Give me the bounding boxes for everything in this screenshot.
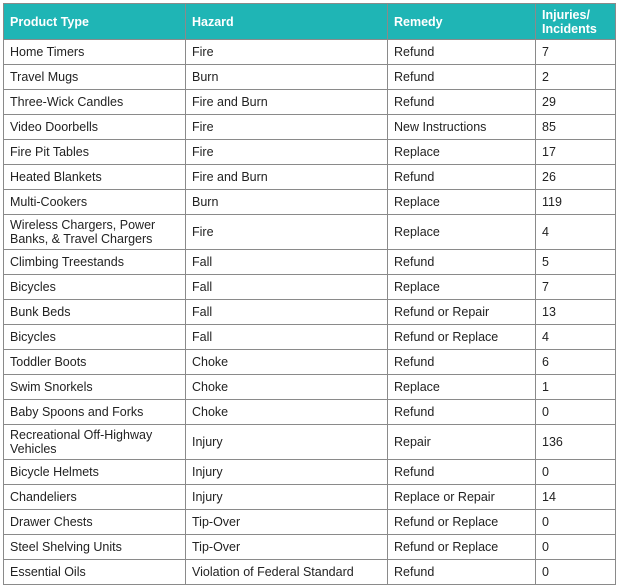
product-type-cell: Drawer Chests <box>4 510 186 535</box>
remedy-cell: Refund <box>388 165 536 190</box>
product-type-cell: Travel Mugs <box>4 65 186 90</box>
table-row <box>4 90 616 115</box>
injuries-cell: 119 <box>536 190 616 215</box>
product-type-cell: Toddler Boots <box>4 350 186 375</box>
hazard-cell: Tip-Over <box>186 535 388 560</box>
hazard-cell: Violation of Federal Standard <box>186 560 388 585</box>
injuries-cell: 7 <box>536 40 616 65</box>
hazard-cell: Burn <box>186 65 388 90</box>
hazard-cell: Fire and Burn <box>186 165 388 190</box>
product-type-cell: Climbing Treestands <box>4 250 186 275</box>
table-row <box>4 65 616 90</box>
injuries-cell: 26 <box>536 165 616 190</box>
hazard-cell: Tip-Over <box>186 510 388 535</box>
table-row <box>4 425 616 460</box>
table-row <box>4 510 616 535</box>
product-type-cell: Baby Spoons and Forks <box>4 400 186 425</box>
remedy-cell: New Instructions <box>388 115 536 140</box>
hazard-cell: Fall <box>186 250 388 275</box>
hazard-cell: Burn <box>186 190 388 215</box>
product-type-cell: Steel Shelving Units <box>4 535 186 560</box>
injuries-cell: 0 <box>536 400 616 425</box>
table-row <box>4 350 616 375</box>
injuries-cell: 1 <box>536 375 616 400</box>
hazard-cell: Choke <box>186 400 388 425</box>
remedy-cell: Refund <box>388 65 536 90</box>
injuries-cell: 7 <box>536 275 616 300</box>
remedy-cell: Refund <box>388 560 536 585</box>
injuries-cell: 85 <box>536 115 616 140</box>
product-type-cell: Three-Wick Candles <box>4 90 186 115</box>
hazard-cell: Fire and Burn <box>186 90 388 115</box>
table-row <box>4 40 616 65</box>
table-row <box>4 325 616 350</box>
header-product-type: Product Type <box>4 4 186 40</box>
table-row <box>4 115 616 140</box>
injuries-cell: 6 <box>536 350 616 375</box>
hazard-cell: Fire <box>186 215 388 250</box>
table-row <box>4 275 616 300</box>
injuries-cell: 0 <box>536 510 616 535</box>
product-type-cell: Bicycles <box>4 325 186 350</box>
table-row <box>4 165 616 190</box>
table-row <box>4 250 616 275</box>
hazard-cell: Injury <box>186 485 388 510</box>
table-row <box>4 460 616 485</box>
table-row <box>4 485 616 510</box>
injuries-cell: 0 <box>536 560 616 585</box>
remedy-cell: Refund <box>388 90 536 115</box>
remedy-cell: Refund <box>388 460 536 485</box>
product-type-cell: Heated Blankets <box>4 165 186 190</box>
hazard-cell: Fall <box>186 325 388 350</box>
product-type-cell: Bicycle Helmets <box>4 460 186 485</box>
hazard-cell: Injury <box>186 425 388 460</box>
table-row <box>4 190 616 215</box>
injuries-cell: 13 <box>536 300 616 325</box>
table-row <box>4 375 616 400</box>
header-remedy: Remedy <box>388 4 536 40</box>
hazard-cell: Fire <box>186 40 388 65</box>
product-type-cell: Chandeliers <box>4 485 186 510</box>
product-type-cell: Video Doorbells <box>4 115 186 140</box>
injuries-cell: 4 <box>536 325 616 350</box>
remedy-cell: Refund <box>388 250 536 275</box>
product-type-cell: Essential Oils <box>4 560 186 585</box>
header-injuries: Injuries/ Incidents <box>536 4 616 40</box>
remedy-cell: Refund or Replace <box>388 535 536 560</box>
injuries-cell: 14 <box>536 485 616 510</box>
table-row <box>4 560 616 585</box>
injuries-cell: 0 <box>536 460 616 485</box>
injuries-cell: 29 <box>536 90 616 115</box>
injuries-cell: 4 <box>536 215 616 250</box>
table-row <box>4 535 616 560</box>
remedy-cell: Refund or Repair <box>388 300 536 325</box>
hazard-cell: Choke <box>186 350 388 375</box>
remedy-cell: Replace or Repair <box>388 485 536 510</box>
header-row <box>4 4 616 40</box>
remedy-cell: Refund <box>388 40 536 65</box>
header-hazard: Hazard <box>186 4 388 40</box>
remedy-cell: Refund <box>388 400 536 425</box>
injuries-cell: 5 <box>536 250 616 275</box>
product-type-cell: Fire Pit Tables <box>4 140 186 165</box>
remedy-cell: Repair <box>388 425 536 460</box>
remedy-cell: Refund <box>388 350 536 375</box>
injuries-cell: 136 <box>536 425 616 460</box>
table-row <box>4 300 616 325</box>
remedy-cell: Replace <box>388 190 536 215</box>
product-type-cell: Wireless Chargers, Power Banks, & Travel Chargers <box>4 215 186 250</box>
remedy-cell: Refund or Replace <box>388 510 536 535</box>
injuries-cell: 2 <box>536 65 616 90</box>
hazard-cell: Fire <box>186 140 388 165</box>
hazard-cell: Fall <box>186 300 388 325</box>
remedy-cell: Refund or Replace <box>388 325 536 350</box>
product-type-cell: Recreational Off-Highway Vehicles <box>4 425 186 460</box>
remedy-cell: Replace <box>388 375 536 400</box>
product-type-cell: Multi-Cookers <box>4 190 186 215</box>
table-row <box>4 215 616 250</box>
hazard-cell: Choke <box>186 375 388 400</box>
table-row <box>4 140 616 165</box>
injuries-cell: 17 <box>536 140 616 165</box>
table-row <box>4 400 616 425</box>
hazard-cell: Injury <box>186 460 388 485</box>
product-type-cell: Swim Snorkels <box>4 375 186 400</box>
remedy-cell: Replace <box>388 215 536 250</box>
hazard-cell: Fire <box>186 115 388 140</box>
hazard-cell: Fall <box>186 275 388 300</box>
recall-table <box>3 3 616 585</box>
remedy-cell: Replace <box>388 140 536 165</box>
product-type-cell: Bicycles <box>4 275 186 300</box>
product-type-cell: Bunk Beds <box>4 300 186 325</box>
injuries-cell: 0 <box>536 535 616 560</box>
product-type-cell: Home Timers <box>4 40 186 65</box>
remedy-cell: Replace <box>388 275 536 300</box>
